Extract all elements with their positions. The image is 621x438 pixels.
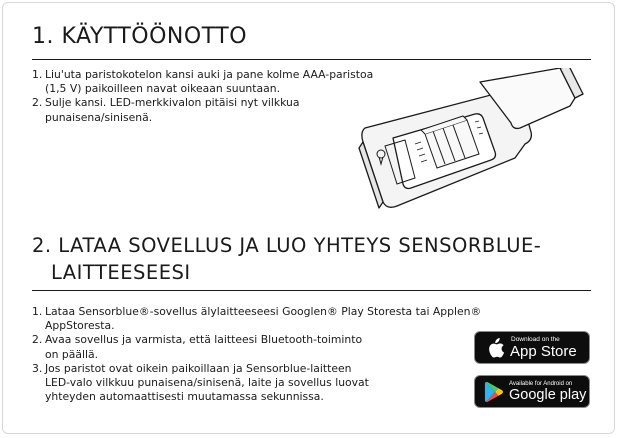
list-item <box>32 362 481 405</box>
apple-icon <box>485 337 505 359</box>
step-text: on päällä. <box>45 347 99 361</box>
list-item <box>32 96 373 124</box>
app-store-big-label: App Store <box>510 343 577 360</box>
step-text: Lataa Sensorblue®-sovellus älylaitteeseesi Googlen® Play Storesta tai Applen® <box>45 305 482 318</box>
step-number: 1. <box>32 68 43 81</box>
list-item <box>32 305 481 333</box>
step-text: Jos paristot ovat oikein paikoillaan ja Sensorblue-laitteen <box>45 361 352 375</box>
app-store-small-label: Download on the <box>511 336 560 343</box>
section2-title-line1: 2. LATAA SOVELLUS JA LUO YHTEYS SENSORBLUE- <box>32 234 542 257</box>
device-battery-illustration <box>355 68 591 216</box>
step-number: 2. <box>32 333 43 347</box>
step-text: Sulje kansi. LED-merkkivalon pitäisi nyt vilkkua <box>45 96 300 110</box>
section1-divider <box>32 59 591 60</box>
step-number: 2. <box>32 96 43 110</box>
step-text: Avaa sovellus ja varmista, että laitteesi Bluetooth-toiminto <box>45 333 363 347</box>
section2-steps <box>32 305 481 404</box>
app-store-badge[interactable] <box>474 331 590 364</box>
google-play-badge[interactable] <box>474 375 590 408</box>
step-text: yhteyden automaattisesti muutamassa sekunnissa. <box>45 390 324 404</box>
section2-title <box>32 232 592 286</box>
section2-title-line2: LAITTEESEESI <box>51 261 191 284</box>
step-text: (1,5 V) paikoilleen navat oikeaan suuntaan. <box>45 82 280 96</box>
section2-divider <box>32 290 591 291</box>
section1-steps <box>32 68 373 125</box>
step-text: AppStoresta. <box>45 319 115 333</box>
list-item <box>32 333 481 361</box>
step-text: LED-valo vilkkuu punaisena/sinisenä, laite ja sovellus luovat <box>45 376 369 390</box>
step-number: 3. <box>32 361 43 375</box>
section1-title: 1. KÄYTTÖÖNOTTO <box>32 24 248 49</box>
google-play-small-label: Available for Android on <box>509 381 573 387</box>
google-play-big-label: Google play <box>509 387 587 403</box>
step-number: 1. <box>32 305 43 318</box>
list-item <box>32 68 373 96</box>
step-text: punaisena/sinisenä. <box>45 110 153 124</box>
step-text: Liu'uta paristokotelon kansi auki ja pane kolme AAA-paristoa <box>45 68 374 81</box>
google-play-icon <box>485 381 503 403</box>
